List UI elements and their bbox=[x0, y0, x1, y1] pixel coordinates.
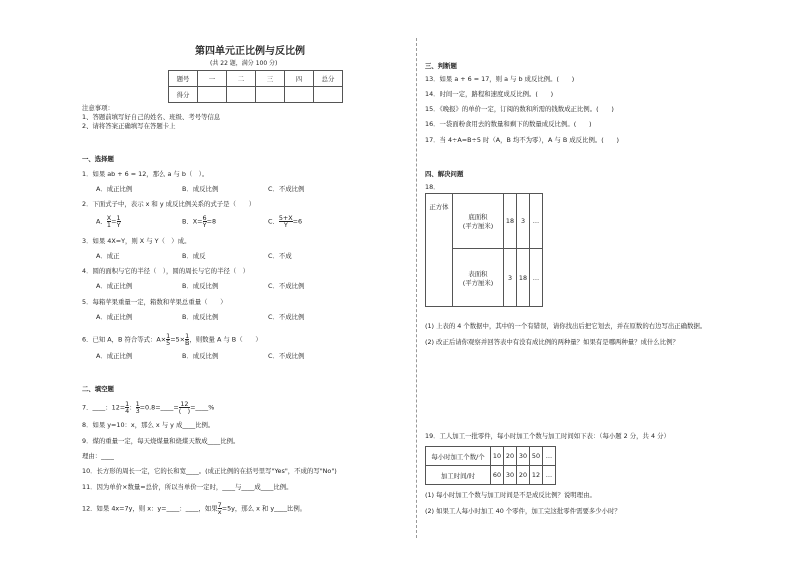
score-cell[interactable] bbox=[198, 87, 227, 103]
judge-item: 17．当 4÷A=B÷5 时（A，B 均不为零），A 与 B 成反比例。( ) bbox=[425, 136, 619, 144]
score-header: 总分 bbox=[314, 71, 343, 87]
q1-option-c[interactable]: C．不成比例 bbox=[268, 185, 305, 193]
question-19-2: (2) 如果工人每小时加工 40 个零件，加工完这批零件需要多少小时？ bbox=[425, 507, 621, 515]
question-11: 11．因为单价×数量=总价，所以当单价一定时，____与____成____比例。 bbox=[82, 483, 293, 491]
score-header: 一 bbox=[198, 71, 227, 87]
score-table bbox=[168, 70, 343, 103]
cube-cell: 18 bbox=[504, 194, 517, 249]
q2-option-b[interactable]: B．X= $\frac{6}{Y}=8$ bbox=[182, 214, 217, 229]
question-12-text: 12．如果 4x=7y，则 x：y=____：____，如果 bbox=[82, 504, 218, 513]
score-cell[interactable] bbox=[285, 87, 314, 103]
work-cell: 20 bbox=[517, 466, 530, 485]
q3-option-b[interactable]: B．成反 bbox=[182, 252, 206, 260]
fraction: $\frac{1}{B}$ bbox=[185, 332, 190, 347]
score-cell[interactable] bbox=[314, 87, 343, 103]
score-row-label: 得分 bbox=[169, 87, 198, 103]
work-cell: … bbox=[543, 447, 556, 466]
fraction: $\frac{1}{Y}$ bbox=[116, 214, 121, 229]
question-4: 4．圆的面积与它的半径（ ），圆的周长与它的半径（ ） bbox=[82, 267, 250, 275]
question-7-text: 7．____：12= bbox=[82, 403, 126, 412]
q4-option-a[interactable]: A．成正比例 bbox=[96, 282, 133, 290]
section-heading: 三、判断题 bbox=[425, 62, 457, 70]
column-divider bbox=[416, 38, 417, 538]
cube-table bbox=[425, 193, 543, 307]
q1-option-b[interactable]: B．成反比例 bbox=[182, 185, 219, 193]
question-18: 18． bbox=[425, 183, 440, 191]
fraction bbox=[179, 401, 190, 414]
fraction: $\frac{7}{x}$ bbox=[217, 501, 222, 516]
cube-cell: 3 bbox=[504, 249, 517, 307]
judge-item: 15．《晚报》的单价一定，订阅的数和所需的钱数成正比例。( ) bbox=[425, 105, 614, 113]
fraction: $\frac{1}{5}$ bbox=[166, 332, 171, 347]
work-cell: 50 bbox=[530, 447, 543, 466]
q4-option-b[interactable]: B．成反比例 bbox=[182, 282, 219, 290]
question-18-1: (1) 上表的 4 个数据中，其中的一个有错误，请你找出后把它划去，并在原数的右边写出正确数据。 bbox=[425, 322, 707, 330]
work-cell: … bbox=[543, 466, 556, 485]
question-5: 5．每箱苹果重量一定，箱数和苹果总重量（ ） bbox=[82, 298, 227, 306]
judge-item: 14．时间一定，路程和速度成反比例。( ) bbox=[425, 90, 554, 98]
section-heading: 一、选择题 bbox=[82, 155, 114, 163]
score-cell[interactable] bbox=[256, 87, 285, 103]
notice-item: 1、答题前填写好自己的姓名、班级、考号等信息 bbox=[82, 113, 221, 121]
page-title: 第四单元正比例与反比例 bbox=[195, 46, 305, 57]
row-label-1: 底面积 bbox=[468, 213, 488, 222]
question-18-2: (2) 改正后请你观察并回答表中有没有成比例的两种量？如果有是哪两种量？成什么比例？ bbox=[425, 338, 679, 346]
question-7-mid: ： bbox=[129, 403, 136, 412]
fraction: $\frac{1}{4}$ bbox=[125, 400, 130, 415]
work-cell: 20 bbox=[504, 447, 517, 466]
question-8: 8．如果 y=10：x，那么 x 与 y 成____比例。 bbox=[82, 421, 215, 429]
q4-option-c[interactable]: C．不成比例 bbox=[268, 282, 305, 290]
question-19: 19．工人加工一批零件，每小时加工个数与加工时间如下表：（每小题 2 分，共 4 分） bbox=[425, 432, 670, 440]
q6-option-b[interactable]: B．成反比例 bbox=[182, 352, 219, 360]
notice-heading: 注意事项： bbox=[82, 104, 114, 112]
cube-cell: … bbox=[530, 249, 543, 307]
fraction: $\frac{6}{Y}$ bbox=[202, 214, 207, 229]
judge-item: 13．如果 a + 6 = 17，则 a 与 b 成反比例。( ) bbox=[425, 75, 575, 83]
question-19-1: (1) 每小时加工个数与加工时间是不是成反比例？说明理由。 bbox=[425, 491, 596, 499]
q1-option-a[interactable]: A．成正比例 bbox=[96, 185, 133, 193]
work-cell: 30 bbox=[504, 466, 517, 485]
work-cell: 30 bbox=[517, 447, 530, 466]
q3-option-a[interactable]: A．成正 bbox=[96, 252, 120, 260]
cube-row-label bbox=[453, 194, 504, 249]
work-cell: 12 bbox=[530, 466, 543, 485]
work-cell: 10 bbox=[491, 447, 504, 466]
section-heading: 四、解决问题 bbox=[425, 170, 464, 178]
question-9-reason: 理由：____ bbox=[82, 452, 114, 460]
q2-option-a[interactable]: A． $\frac{X}{1}=$ $\frac{1}{Y}$ bbox=[96, 214, 121, 229]
question-1: 1．如果 ab + 6 = 12，那么 a 与 b（ ）。 bbox=[82, 170, 209, 178]
q3-option-c[interactable]: C．不成 bbox=[268, 252, 292, 260]
cube-cell: … bbox=[530, 194, 543, 249]
score-cell[interactable] bbox=[227, 87, 256, 103]
question-2: 2．下面式子中，表示 x 和 y 成反比例关系的式子是（ ） bbox=[82, 200, 256, 208]
question-3: 3．如果 4X=Y，则 X 与 Y（ ）成。 bbox=[82, 237, 191, 245]
q2-option-c[interactable]: C． $\frac{5+X}{Y}=6$ bbox=[268, 214, 303, 229]
work-row-label: 加工时间/时 bbox=[426, 466, 491, 485]
q5-option-c[interactable]: C．不成比例 bbox=[268, 313, 305, 321]
section-heading: 二、填空题 bbox=[82, 385, 114, 393]
q7-frac-num: 12 bbox=[180, 400, 189, 408]
question-9: 9．煤的重量一定，每天烧煤量和烧煤天数成____比例。 bbox=[82, 437, 240, 445]
row-label-1: 表面积 bbox=[468, 269, 488, 278]
row-label-2: (平方厘米) bbox=[462, 278, 494, 287]
fraction: $\frac{5+X}{Y}$ bbox=[278, 214, 293, 229]
question-12-tail: =5y，那么 x 和 y____比例。 bbox=[221, 504, 307, 513]
work-cell: 60 bbox=[491, 466, 504, 485]
cube-cell: 3 bbox=[517, 194, 530, 249]
notice-item: 2、请将答案正确填写在答题卡上 bbox=[82, 122, 176, 130]
work-row-label: 每小时加工个数/个 bbox=[426, 447, 491, 466]
question-6: 6．已知 A，B 符合等式：A× $\frac{1}{5}=5\times$ $\frac{1}{B}$，则数量 A 与 B（ ） bbox=[82, 332, 262, 347]
judge-item: 16．一袋面粉食用去的数量和剩下的数量成反比例。( ) bbox=[425, 120, 592, 128]
question-6-text: 6．已知 A，B 符合等式：A× bbox=[82, 335, 167, 344]
score-header: 二 bbox=[227, 71, 256, 87]
score-header: 题号 bbox=[169, 71, 198, 87]
fraction: $\frac{X}{1}$ bbox=[106, 214, 112, 229]
question-10: 10．长方形的周长一定，它的长和宽____。(成正比例的在括号里写"Yes"，不成的写"No") bbox=[82, 467, 337, 475]
q5-option-a[interactable]: A．成正比例 bbox=[96, 313, 133, 321]
page-subtitle: (共 22 题，满分 100 分) bbox=[210, 60, 278, 67]
fraction: $\frac{1}{3}$ bbox=[135, 400, 140, 415]
row-label-2: (平方厘米) bbox=[462, 222, 494, 231]
cube-cell: 18 bbox=[517, 249, 530, 307]
question-6-tail: ，则数量 A 与 B（ ） bbox=[189, 335, 262, 344]
score-header: 三 bbox=[256, 71, 285, 87]
q7-frac-den: ( ) bbox=[178, 407, 191, 415]
q6-option-a[interactable]: A．成正比例 bbox=[96, 352, 133, 360]
question-12 bbox=[82, 502, 306, 515]
cube-label: 正方体 bbox=[426, 194, 453, 307]
q2-option-b-label: B．X= bbox=[182, 217, 203, 226]
score-header: 四 bbox=[285, 71, 314, 87]
cube-row-label bbox=[453, 249, 504, 307]
question-7-end: =____% bbox=[190, 403, 215, 412]
q5-option-b[interactable]: B．成反比例 bbox=[182, 313, 219, 321]
q2-option-c-label: C． bbox=[268, 217, 279, 226]
question-7-tail: =0.8=____= bbox=[139, 403, 179, 412]
work-table bbox=[425, 446, 556, 485]
question-7 bbox=[82, 401, 214, 414]
q6-option-c[interactable]: C．不成比例 bbox=[268, 352, 305, 360]
q2-option-a-label: A． bbox=[96, 217, 107, 226]
